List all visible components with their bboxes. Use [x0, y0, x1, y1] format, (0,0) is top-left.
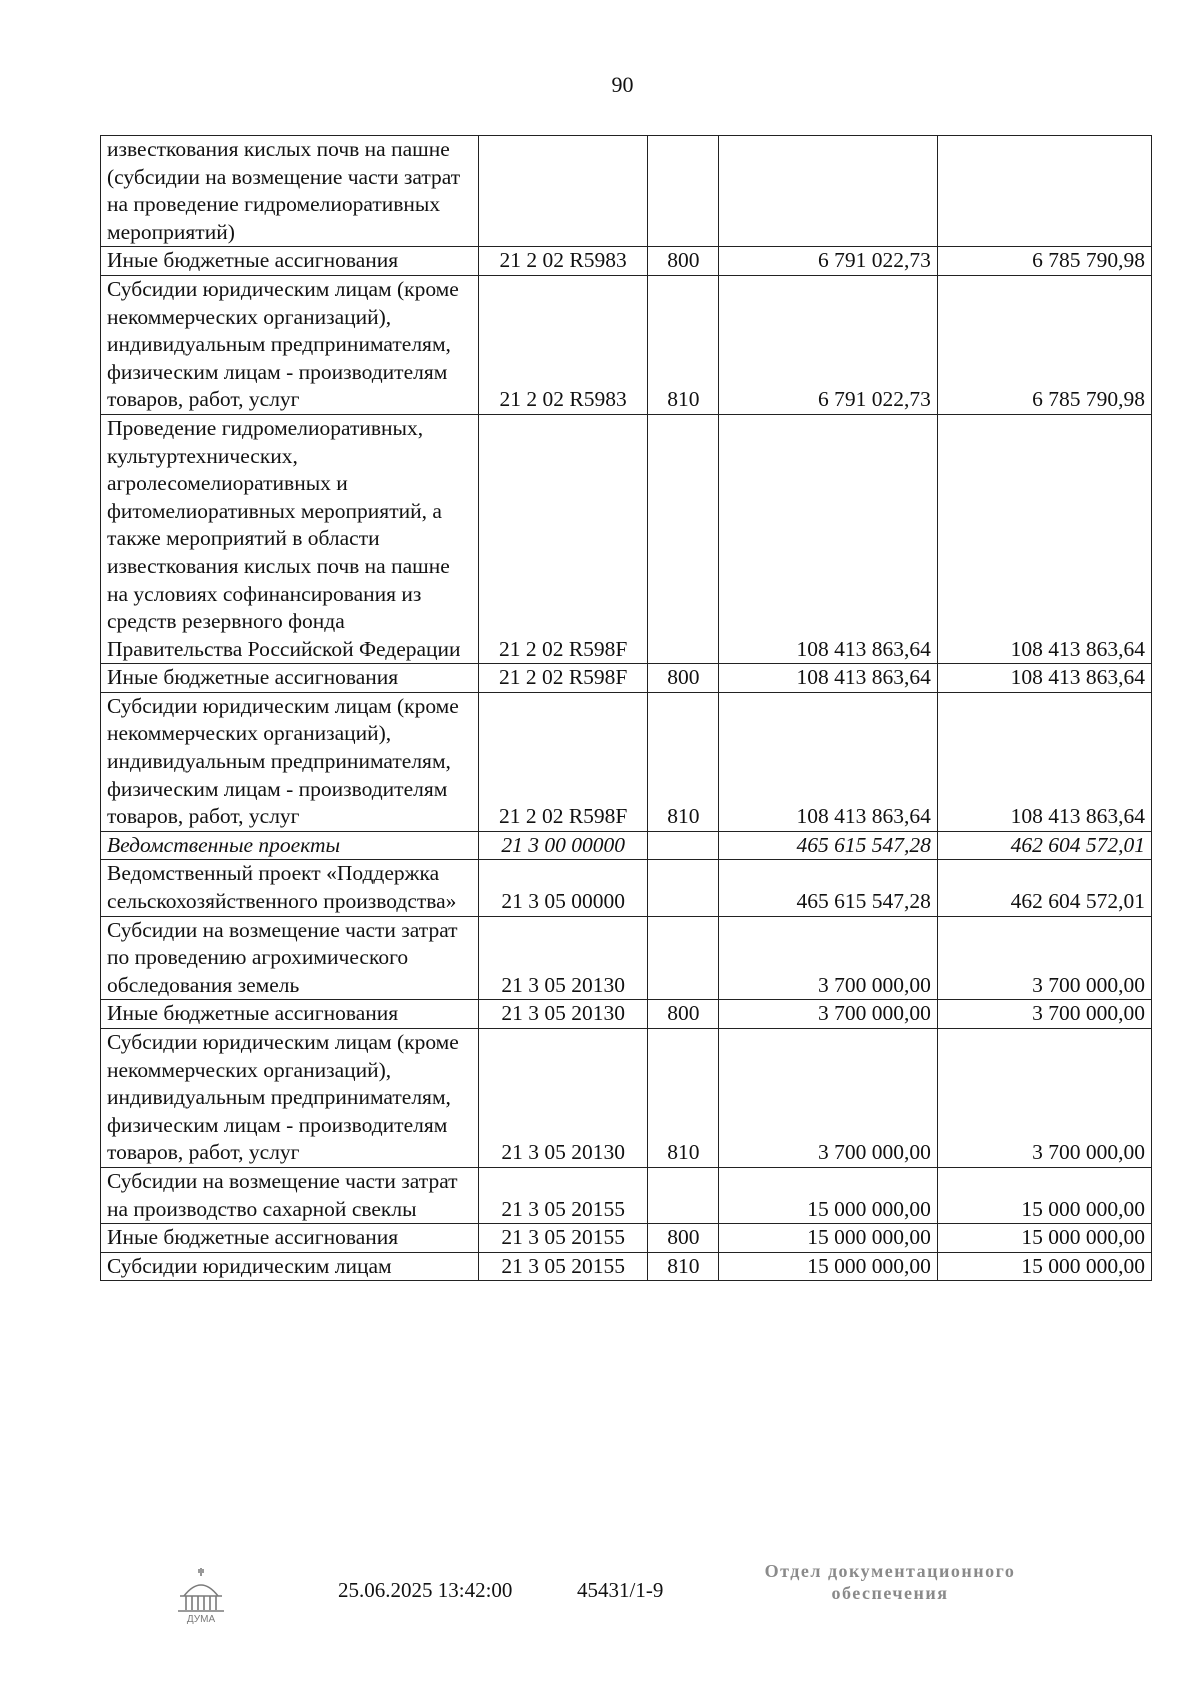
cell-amount-2: 3 700 000,00	[937, 1000, 1151, 1029]
page-number: 90	[611, 72, 634, 97]
table-row	[101, 247, 1152, 276]
table-row	[101, 136, 1152, 247]
cell-code: 21 3 05 00000	[479, 860, 648, 916]
cell-name: Иные бюджетные ассигнования	[101, 664, 479, 693]
cell-amount-1	[719, 136, 938, 247]
cell-amount-2: 15 000 000,00	[937, 1252, 1151, 1281]
cell-amount-1: 15 000 000,00	[719, 1252, 938, 1281]
cell-name: Субсидии на возмещение части затрат по проведению агрохимического обследования земель	[101, 916, 479, 1000]
duma-logo-icon	[170, 1566, 232, 1624]
table-row	[101, 414, 1152, 663]
cell-amount-1: 108 413 863,64	[719, 664, 938, 693]
cell-name: Иные бюджетные ассигнования	[101, 1000, 479, 1029]
footer-datetime: 25.06.2025 13:42:00	[338, 1578, 513, 1602]
cell-amount-2: 6 785 790,98	[937, 275, 1151, 414]
cell-name: Ведомственные проекты	[101, 831, 479, 860]
cell-name: известкования кислых почв на пашне (субсидии на возмещение части затрат на проведение гидромелиоративных мероприятий)	[101, 136, 479, 247]
table-row	[101, 664, 1152, 693]
cell-amount-2: 108 413 863,64	[937, 414, 1151, 663]
cell-amount-2: 3 700 000,00	[937, 1029, 1151, 1168]
table-row	[101, 831, 1152, 860]
cell-name: Субсидии юридическим лицам (кроме некоммерческих организаций), индивидуальным предпринимателям, физическим лицам - производителям товаров, работ, услуг	[101, 692, 479, 831]
cell-amount-1: 6 791 022,73	[719, 275, 938, 414]
cell-code: 21 2 02 R598F	[479, 692, 648, 831]
cell-amount-1: 3 700 000,00	[719, 1029, 938, 1168]
footer-doc-number: 45431/1-9	[577, 1578, 664, 1602]
cell-name: Субсидии на возмещение части затрат на производство сахарной свеклы	[101, 1167, 479, 1223]
cell-code: 21 2 02 R5983	[479, 275, 648, 414]
cell-amount-2: 462 604 572,01	[937, 860, 1151, 916]
cell-amount-1: 465 615 547,28	[719, 860, 938, 916]
cell-code: 21 3 05 20130	[479, 1000, 648, 1029]
cell-expense-type: 810	[648, 1029, 719, 1168]
cell-amount-2: 6 785 790,98	[937, 247, 1151, 276]
cell-amount-2: 15 000 000,00	[937, 1167, 1151, 1223]
cell-amount-2: 15 000 000,00	[937, 1224, 1151, 1253]
cell-code: 21 3 05 20155	[479, 1167, 648, 1223]
cell-code: 21 3 05 20155	[479, 1224, 648, 1253]
cell-amount-2	[937, 136, 1151, 247]
department-stamp	[740, 1560, 1040, 1604]
cell-amount-1: 108 413 863,64	[719, 692, 938, 831]
cell-amount-2: 108 413 863,64	[937, 692, 1151, 831]
table-row	[101, 275, 1152, 414]
cell-name: Субсидии юридическим лицам	[101, 1252, 479, 1281]
cell-expense-type: 800	[648, 247, 719, 276]
table-body	[101, 136, 1152, 1281]
logo-text: ДУМА	[186, 1614, 216, 1624]
table-row	[101, 1029, 1152, 1168]
cell-code: 21 2 02 R5983	[479, 247, 648, 276]
cell-name: Субсидии юридическим лицам (кроме некоммерческих организаций), индивидуальным предпринимателям, физическим лицам - производителям товаров, работ, услуг	[101, 275, 479, 414]
cell-expense-type	[648, 860, 719, 916]
table-row	[101, 1224, 1152, 1253]
cell-amount-1: 465 615 547,28	[719, 831, 938, 860]
cell-amount-2: 3 700 000,00	[937, 916, 1151, 1000]
cell-code: 21 3 05 20130	[479, 916, 648, 1000]
cell-expense-type	[648, 414, 719, 663]
cell-code: 21 2 02 R598F	[479, 414, 648, 663]
budget-table	[100, 135, 1152, 1281]
cell-amount-1: 3 700 000,00	[719, 1000, 938, 1029]
cell-name: Иные бюджетные ассигнования	[101, 247, 479, 276]
cell-code: 21 3 05 20155	[479, 1252, 648, 1281]
cell-amount-1: 15 000 000,00	[719, 1167, 938, 1223]
table-row	[101, 1000, 1152, 1029]
cell-expense-type	[648, 1167, 719, 1223]
cell-name: Иные бюджетные ассигнования	[101, 1224, 479, 1253]
cell-expense-type	[648, 831, 719, 860]
cell-amount-1: 15 000 000,00	[719, 1224, 938, 1253]
table-row	[101, 692, 1152, 831]
cell-amount-2: 462 604 572,01	[937, 831, 1151, 860]
cell-code: 21 2 02 R598F	[479, 664, 648, 693]
cell-amount-1: 6 791 022,73	[719, 247, 938, 276]
cell-expense-type	[648, 136, 719, 247]
cell-expense-type: 810	[648, 692, 719, 831]
cell-name: Субсидии юридическим лицам (кроме некоммерческих организаций), индивидуальным предпринимателям, физическим лицам - производителям товаров, работ, услуг	[101, 1029, 479, 1168]
table-row	[101, 1167, 1152, 1223]
cell-name: Проведение гидромелиоративных, культуртехнических, агролесомелиоративных и фитомелиоративных мероприятий, а также мероприятий в области известкования кислых почв на пашне на условиях софинансирования из средств резервного фонда Правительства Российской Федерации	[101, 414, 479, 663]
stamp-line-2: обеспечения	[831, 1583, 949, 1603]
cell-code: 21 3 05 20130	[479, 1029, 648, 1168]
cell-amount-1: 108 413 863,64	[719, 414, 938, 663]
cell-expense-type: 800	[648, 1224, 719, 1253]
cell-expense-type: 810	[648, 1252, 719, 1281]
cell-amount-1: 3 700 000,00	[719, 916, 938, 1000]
cell-expense-type	[648, 916, 719, 1000]
table-row	[101, 916, 1152, 1000]
stamp-line-1: Отдел документационного	[764, 1561, 1016, 1581]
cell-amount-2: 108 413 863,64	[937, 664, 1151, 693]
cell-expense-type: 800	[648, 1000, 719, 1029]
cell-expense-type: 810	[648, 275, 719, 414]
table-row	[101, 860, 1152, 916]
cell-code: 21 3 00 00000	[479, 831, 648, 860]
cell-name: Ведомственный проект «Поддержка сельскохозяйственного производства»	[101, 860, 479, 916]
cell-code	[479, 136, 648, 247]
cell-expense-type: 800	[648, 664, 719, 693]
table-row	[101, 1252, 1152, 1281]
